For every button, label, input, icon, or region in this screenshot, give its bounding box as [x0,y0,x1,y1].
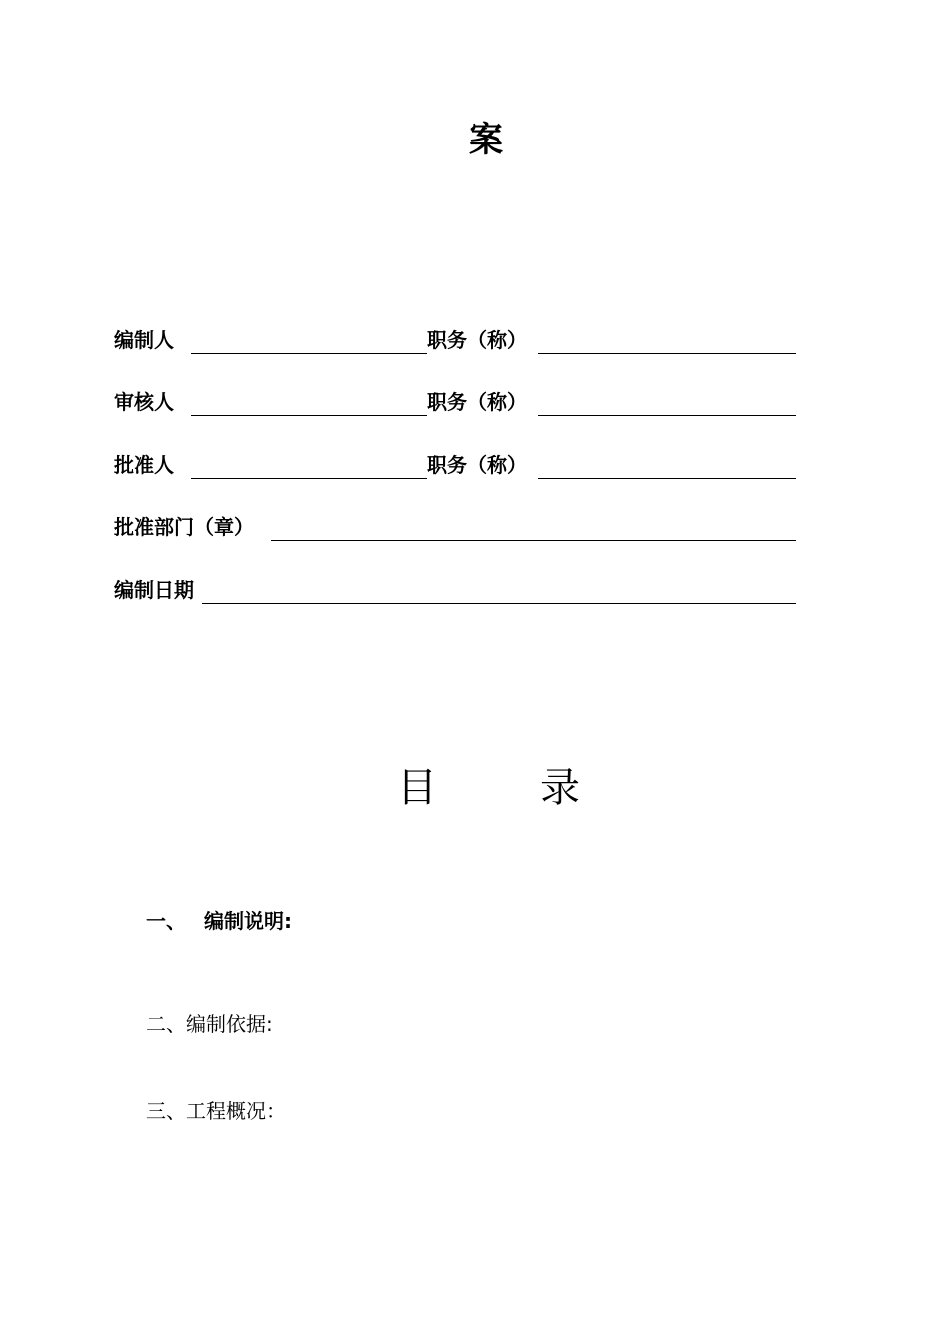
compile-date-label: 编制日期 [114,578,194,602]
approver-position-label: 职务（称） [427,453,527,477]
approving-dept-label: 批准部门（章） [114,515,254,539]
toc-item[interactable] [146,1097,286,1125]
compiler-label: 编制人 [114,328,174,352]
approving-dept-row [114,512,796,542]
toc-title [0,760,950,816]
approver-row [114,450,796,480]
compiler-position-blank-line [538,353,796,354]
toc-item-label: 编制依据: [186,1012,273,1036]
toc-title-left-char: 目 [397,765,437,811]
compiler-row [114,325,796,355]
reviewer-position-blank-line [538,415,796,416]
compile-date-blank-line [202,603,796,604]
compiler-blank-line [191,353,427,354]
compiler-position-label: 职务（称） [427,328,527,352]
reviewer-blank-line [191,415,427,416]
toc-item-label: 工程概况： [186,1099,286,1123]
cover-title: 案 [469,120,503,160]
toc-item-number: 二、 [146,1012,186,1036]
toc-item[interactable] [146,1010,273,1038]
toc-item-number: 三、 [146,1099,186,1123]
approver-blank-line [191,478,427,479]
reviewer-position-label: 职务（称） [427,390,527,414]
toc-title-right-char: 录 [540,765,580,811]
reviewer-label: 审核人 [114,390,174,414]
approver-position-blank-line [538,478,796,479]
toc-item-label: 编制说明: [204,909,292,933]
compile-date-row [114,575,796,605]
toc-item[interactable] [146,907,292,935]
toc-item-number: 一、 [146,909,186,933]
approver-label: 批准人 [114,453,174,477]
approving-dept-blank-line [271,540,796,541]
reviewer-row [114,387,796,417]
